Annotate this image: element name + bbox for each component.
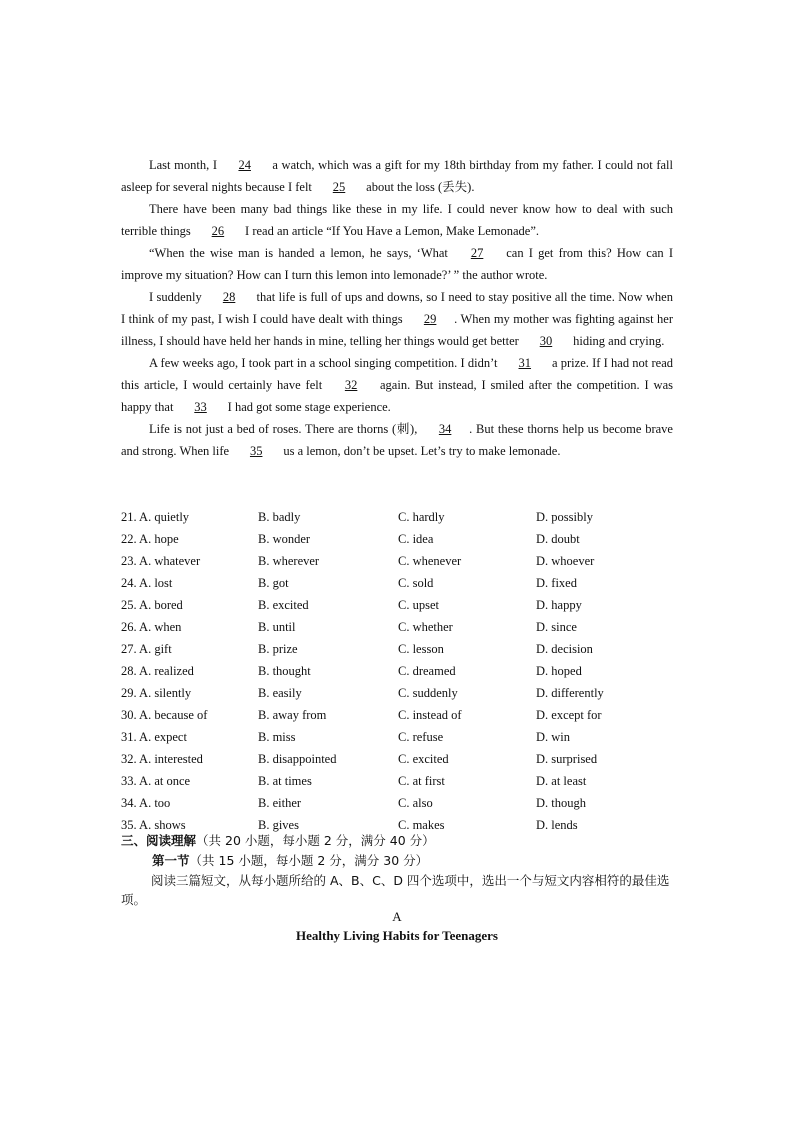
option-a: 27. A. gift (121, 642, 172, 656)
text: about the loss (丢失). (363, 180, 475, 194)
option-b: B. excited (258, 598, 309, 612)
cloze-passage (121, 154, 673, 462)
option-d: D. lends (536, 818, 578, 832)
paragraph-4 (121, 286, 673, 352)
option-row-33 (121, 770, 681, 792)
option-b: B. until (258, 620, 296, 634)
text: that life is full of ups and downs, so I need to stay positive all the time. Now when I think of my past, I wish I could have dealt with things (121, 290, 673, 326)
option-c: C. makes (398, 818, 445, 832)
option-c: C. hardly (398, 510, 445, 524)
option-b: B. away from (258, 708, 327, 722)
option-b: B. miss (258, 730, 296, 744)
section-3-title: 三、阅读理解 (121, 833, 197, 848)
option-d: D. hoped (536, 664, 582, 678)
option-row-27 (121, 638, 681, 660)
option-row-28 (121, 660, 681, 682)
option-row-34 (121, 792, 681, 814)
option-row-26 (121, 616, 681, 638)
section-3-heading (121, 832, 681, 850)
blank-32: 32 (344, 378, 358, 392)
option-d: D. differently (536, 686, 604, 700)
option-list (121, 506, 681, 836)
paragraph-6 (121, 418, 673, 462)
text: again. But instead, I smiled after the competition. I was happy that (121, 378, 673, 414)
text: a watch, which was a gift for my 18th birthday from my father. I could not fall asleep for several nights because I felt (121, 158, 673, 194)
option-d: D. win (536, 730, 571, 744)
part-1-heading (152, 852, 712, 870)
option-c: C. excited (398, 752, 449, 766)
text: us a lemon, don’t be upset. Let’s try to make lemonade. (280, 444, 561, 458)
option-row-30 (121, 704, 681, 726)
option-d: D. whoever (536, 554, 595, 568)
option-b: B. got (258, 576, 289, 590)
option-b: B. badly (258, 510, 301, 524)
passage-letter: A (392, 909, 402, 924)
option-c: C. suddenly (398, 686, 458, 700)
option-d: D. since (536, 620, 577, 634)
option-d: D. doubt (536, 532, 580, 546)
option-a: 35. A. shows (121, 818, 186, 832)
option-d: D. except for (536, 708, 602, 722)
option-c: C. refuse (398, 730, 444, 744)
option-a: 21. A. quietly (121, 510, 190, 524)
blank-35: 35 (249, 444, 263, 458)
part-1-note: （共 15 小题，每小题 2 分，满分 30 分） (189, 853, 429, 868)
paragraph-1 (121, 154, 673, 198)
option-a: 23. A. whatever (121, 554, 201, 568)
option-b: B. either (258, 796, 302, 810)
option-c: C. idea (398, 532, 434, 546)
option-d: D. at least (536, 774, 587, 788)
text: Life is not just a bed of roses. There are thorns (刺), (149, 422, 422, 436)
option-a: 32. A. interested (121, 752, 203, 766)
text: I had got some stage experience. (224, 400, 391, 414)
option-b: B. disappointed (258, 752, 337, 766)
option-b: B. wonder (258, 532, 311, 546)
option-row-23 (121, 550, 681, 572)
option-row-25 (121, 594, 681, 616)
part-1-title: 第一节 (152, 853, 190, 868)
option-a: 25. A. bored (121, 598, 183, 612)
option-c: C. upset (398, 598, 439, 612)
option-b: B. gives (258, 818, 299, 832)
option-row-24 (121, 572, 681, 594)
option-c: C. also (398, 796, 433, 810)
option-a: 22. A. hope (121, 532, 179, 546)
blank-28: 28 (222, 290, 236, 304)
option-d: D. surprised (536, 752, 598, 766)
blank-30: 30 (539, 334, 553, 348)
text: can I get from this? How can I improve my situation? How can I turn this lemon into lemonade?’ ” the author wrote. (121, 246, 673, 282)
blank-25: 25 (332, 180, 346, 194)
option-a: 26. A. when (121, 620, 182, 634)
text: a prize. If I had not read this article, I would certainly have felt (121, 356, 673, 392)
option-a: 33. A. at once (121, 774, 191, 788)
option-row-32 (121, 748, 681, 770)
paragraph-2 (121, 198, 673, 242)
text: . When my mother was fighting against her illness, I should have held her hands in mine, telling her things would get better (121, 312, 673, 348)
blank-31: 31 (518, 356, 532, 370)
paragraph-3 (121, 242, 673, 286)
option-row-21 (121, 506, 681, 528)
option-c: C. lesson (398, 642, 444, 656)
option-d: D. though (536, 796, 586, 810)
reading-instructions: 阅读三篇短文，从每小题所给的 A、B、C、D 四个选项中，选出一个与短文内容相符的最佳选项。 (121, 873, 670, 907)
option-c: C. whether (398, 620, 453, 634)
option-c: C. at first (398, 774, 445, 788)
option-b: B. easily (258, 686, 302, 700)
option-b: B. wherever (258, 554, 320, 568)
option-c: C. instead of (398, 708, 462, 722)
option-row-22 (121, 528, 681, 550)
text: I read an article “If You Have a Lemon, Make Lemonade”. (241, 224, 540, 238)
option-c: C. sold (398, 576, 434, 590)
text: A few weeks ago, I took part in a school singing competition. I didn’t (149, 356, 501, 370)
option-a: 31. A. expect (121, 730, 187, 744)
option-a: 24. A. lost (121, 576, 173, 590)
blank-26: 26 (211, 224, 225, 238)
text: hiding and crying. (569, 334, 665, 348)
text: I suddenly (149, 290, 206, 304)
text: Last month, I (149, 158, 221, 172)
blank-24: 24 (238, 158, 251, 172)
option-a: 34. A. too (121, 796, 171, 810)
passage-title: Healthy Living Habits for Teenagers (296, 928, 498, 943)
option-b: B. prize (258, 642, 298, 656)
option-a: 28. A. realized (121, 664, 194, 678)
option-b: B. at times (258, 774, 312, 788)
text: “When the wise man is handed a lemon, he says, ‘What (149, 246, 454, 260)
option-a: 30. A. because of (121, 708, 208, 722)
section-3-note: （共 20 小题，每小题 2 分，满分 40 分） (196, 833, 435, 848)
blank-34: 34 (438, 422, 452, 436)
text: . But these thorns help us become brave and strong. When life (121, 422, 673, 458)
option-d: D. decision (536, 642, 593, 656)
option-d: D. possibly (536, 510, 593, 524)
option-b: B. thought (258, 664, 311, 678)
option-row-29 (121, 682, 681, 704)
option-d: D. happy (536, 598, 582, 612)
option-d: D. fixed (536, 576, 577, 590)
option-row-31 (121, 726, 681, 748)
paragraph-5 (121, 352, 673, 418)
option-c: C. dreamed (398, 664, 456, 678)
blank-33: 33 (194, 400, 207, 414)
text: There have been many bad things like these in my life. I could never know how to deal with such terrible things (121, 202, 673, 238)
option-a: 29. A. silently (121, 686, 192, 700)
option-c: C. whenever (398, 554, 462, 568)
blank-29: 29 (423, 312, 437, 326)
blank-27: 27 (470, 246, 484, 260)
